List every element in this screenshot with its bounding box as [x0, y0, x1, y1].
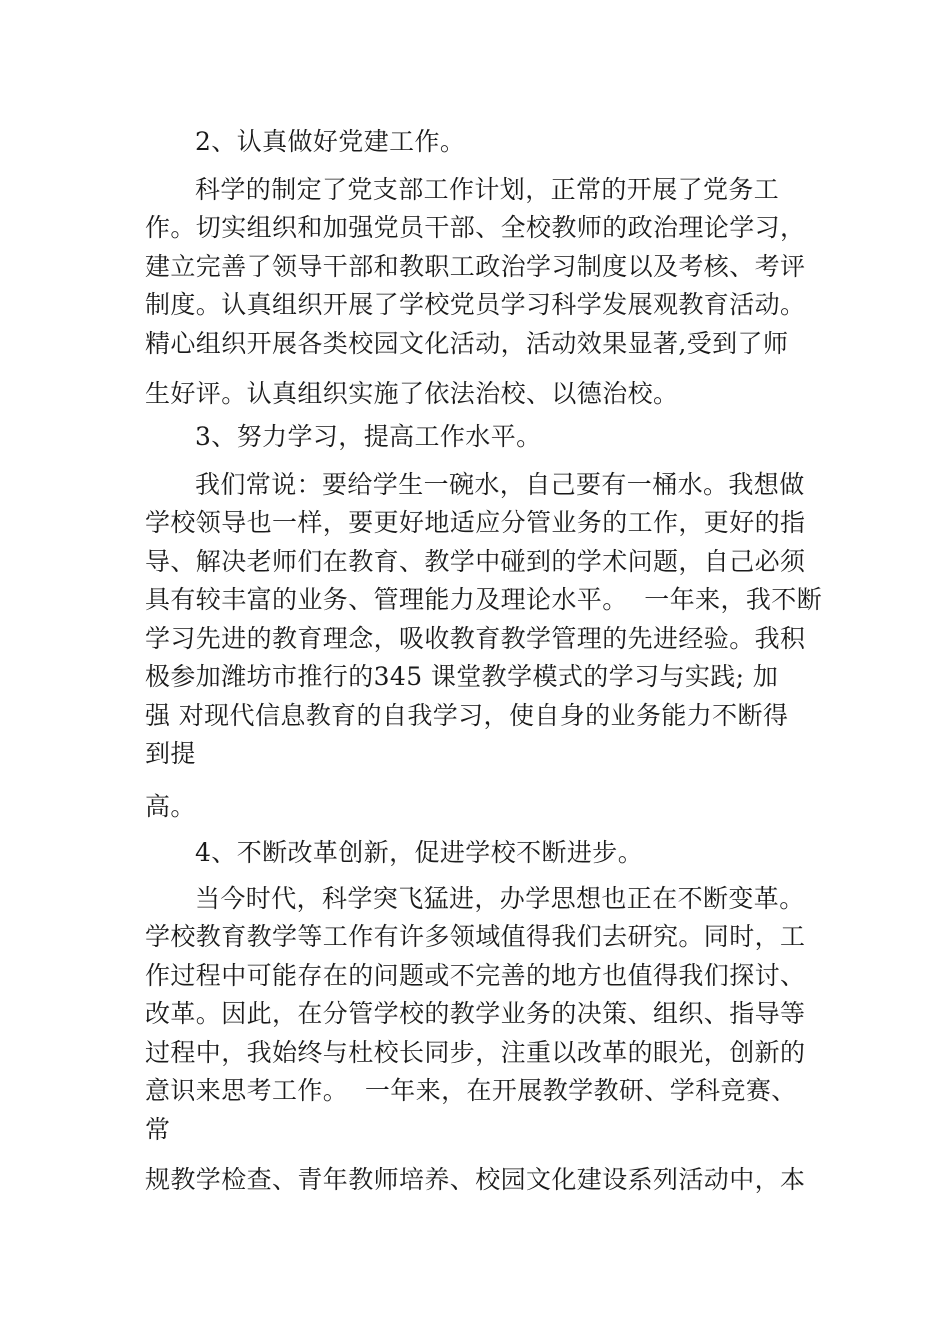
heading-party-building: 2、认真做好党建工作。: [195, 127, 466, 156]
paragraph-line: 生好评。认真组织实施了依法治校、以德治校。: [145, 379, 679, 408]
paragraph-line: 规教学检查、青年教师培养、校园文化建设系列活动中，本: [145, 1165, 806, 1194]
paragraph-line: 作。切实组织和加强党员干部、全校教师的政治理论学习，: [145, 213, 806, 242]
paragraph-line: 高。: [145, 792, 196, 821]
paragraph-line: 科学的制定了党支部工作计划，正常的开展了党务工: [195, 175, 780, 204]
paragraph-line: 改革。因此，在分管学校的教学业务的决策、组织、指导等: [145, 999, 806, 1028]
paragraph-line: 当今时代，科学突飞猛进，办学思想也正在不断变革。: [195, 884, 805, 913]
paragraph-line: 极参加潍坊市推行的345 课堂教学模式的学习与实践; 加: [145, 662, 779, 691]
paragraph-line: 强 对现代信息教育的自我学习，使自身的业务能力不断得: [145, 701, 789, 730]
heading-study: 3、努力学习，提高工作水平。: [195, 422, 542, 451]
paragraph-line: 制度。认真组织开展了学校党员学习科学发展观教育活动。: [145, 290, 806, 319]
paragraph-line: 到提: [145, 739, 196, 768]
paragraph-line: 学习先进的教育理念，吸收教育教学管理的先进经验。我积: [145, 624, 806, 653]
paragraph-line: 我们常说：要给学生一碗水，自己要有一桶水。我想做: [195, 470, 805, 499]
paragraph-line: 学校教育教学等工作有许多领域值得我们去研究。同时，工: [145, 922, 806, 951]
paragraph-line: 常: [145, 1115, 171, 1144]
paragraph-line: 作过程中可能存在的问题或不完善的地方也值得我们探讨、: [145, 961, 806, 990]
paragraph-line: 意识来思考工作。 一年来，在开展教学教研、学科竞赛、: [145, 1076, 797, 1105]
paragraph-line: 过程中，我始终与杜校长同步，注重以改革的眼光，创新的: [145, 1038, 806, 1067]
paragraph-line: 导、解决老师们在教育、教学中碰到的学术问题，自己必须: [145, 547, 806, 576]
paragraph-line: 建立完善了领导干部和教职工政治学习制度以及考核、考评: [145, 252, 806, 281]
paragraph-line: 具有较丰富的业务、管理能力及理论水平。 一年来，我不断: [145, 585, 823, 614]
paragraph-line: 学校领导也一样，要更好地适应分管业务的工作，更好的指: [145, 508, 806, 537]
heading-reform: 4、不断改革创新，促进学校不断进步。: [195, 838, 644, 867]
paragraph-line: 精心组织开展各类校园文化活动，活动效果显著,受到了师: [145, 329, 789, 358]
